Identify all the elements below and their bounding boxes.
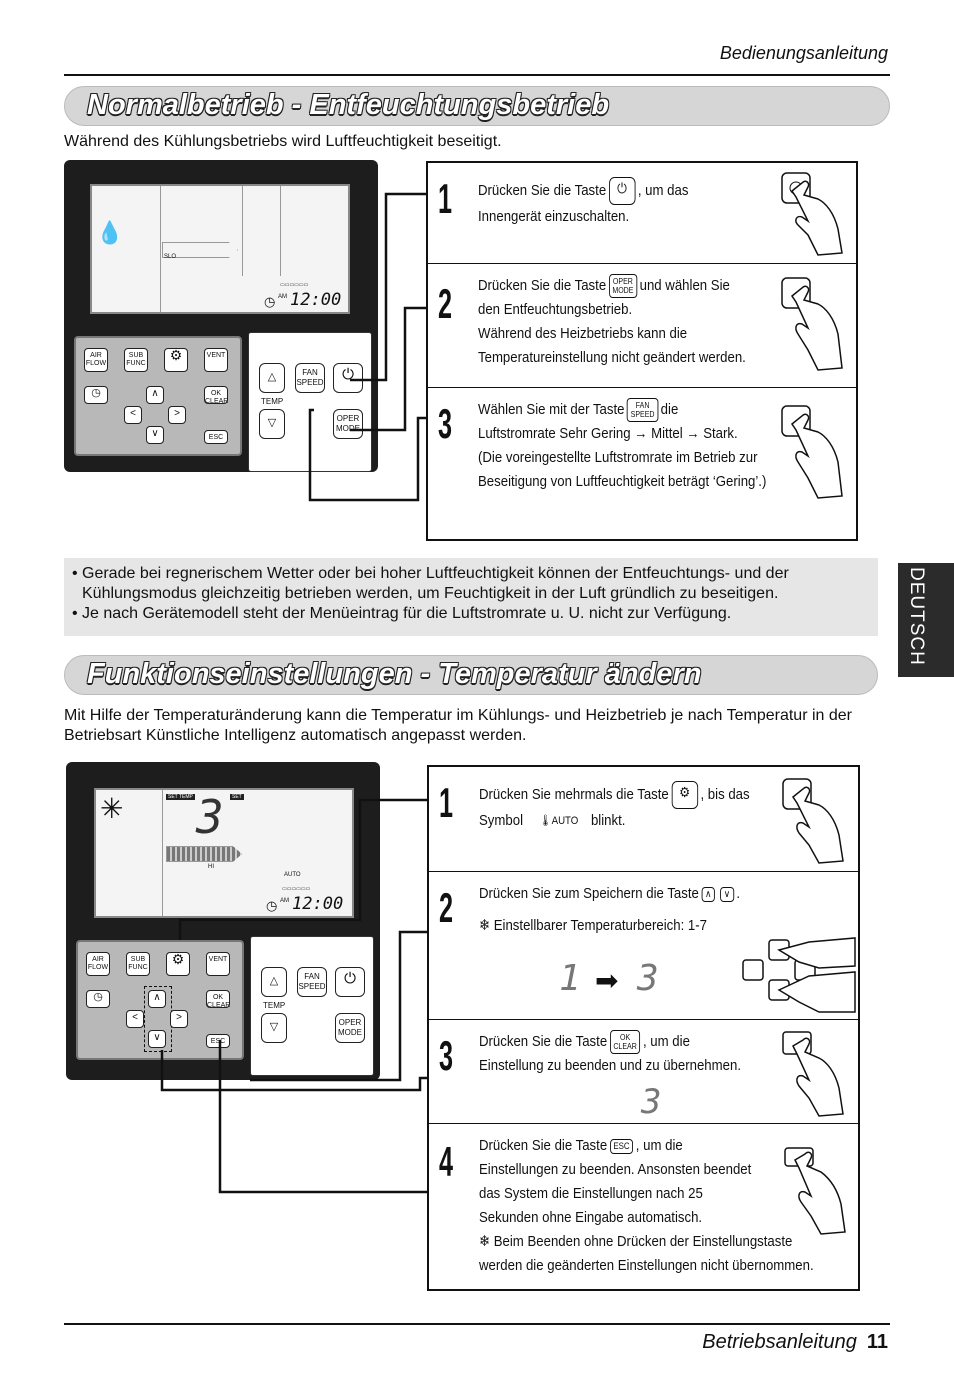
oper-mode-key-icon: OPER MODE — [609, 274, 637, 298]
arrow-right-icon: ➡ — [595, 965, 619, 996]
two-hands-arrow-keys-icon — [739, 932, 859, 1018]
droplet-icon: 💧 — [96, 220, 124, 245]
language-tab: DEUTSCH — [898, 563, 954, 677]
range-from-digit: 1 — [559, 958, 581, 999]
right-arrow-button[interactable]: > — [168, 406, 186, 424]
time-readout: 12:00 — [290, 290, 342, 310]
confirmed-value-digit: 3 — [641, 1082, 662, 1122]
sub-func-button[interactable]: SUB FUNC — [124, 348, 148, 372]
esc-button[interactable]: ESC — [204, 430, 228, 444]
gear-key-icon: ⚙ — [671, 781, 697, 809]
cooling-snowflake-icon: ✳ — [100, 793, 124, 824]
page-number: 11 — [866, 1331, 888, 1353]
lcd-display-2: ✳ SET TEMP SET 3 HI AUTO ▭▭▭▭▭▭ ◷ AM 12:00 — [94, 788, 354, 918]
pointing-hand-icon — [779, 1028, 849, 1120]
left-arrow-button[interactable]: < — [126, 1010, 144, 1028]
header-rule — [64, 74, 890, 76]
air-flow-button[interactable]: AIR FLOW — [86, 952, 110, 976]
up-key-icon: ∧ — [702, 887, 715, 902]
auto-mode-icon: AUTO — [284, 872, 301, 878]
down-arrow-button[interactable]: ∨ — [146, 426, 164, 444]
right-button-panel: △ TEMP ▽ FAN SPEED ⏻ OPER MODE — [248, 332, 372, 472]
step-3: 3 Wählen Sie mit der Taste FAN SPEED die Luftstromrate Sehr Gering → Mittel → Stark. (Die voreingestellte Luftstromrate im Betrieb zur Beseitigung von Luftfeuchtigkeit beträgt ‘Gering’.) — [428, 387, 856, 541]
footer-title: Betriebsanleitung — [702, 1331, 857, 1353]
note-bullet-1: Gerade bei regnerischem Wetter oder bei hoher Luftfeuchtigkeit können der Entfeuchtungs- und der Kühlungsmodus gleichzeitig betrieben werden, um Feuchtigkeit in der Luft gründlich zu beseitigen. — [82, 565, 789, 602]
temp-down-button[interactable]: ▽ — [259, 409, 285, 439]
up-arrow-button[interactable]: ∧ — [146, 386, 164, 404]
timer-button[interactable]: ◷ — [86, 990, 110, 1008]
step-1: 1 Drücken Sie die Taste ⏻ , um das Innengerät einzuschalten. — [428, 163, 856, 263]
time-readout-2: 12:00 — [292, 894, 344, 914]
note-box: • Gerade bei regnerischem Wetter oder bei hoher Luftfeuchtigkeit können der Entfeuchtungs- und der Kühlungsmodus gleichzeitig betrieben werden, um Feuchtigkeit in der Luft gründlich zu beseitigen. • Je nach Gerätemodell steht der Menüeintrag für die Luftstromrate u. U. nicht zur Verfügung. — [64, 558, 878, 636]
air-flow-button[interactable]: AIR FLOW — [84, 348, 108, 372]
step-2: 2 Drücken Sie die Taste OPER MODE und wählen Sie den Entfeuchtungsbetrieb. Während des Heizbetriebs kann die Temperatureinstellung nicht geändert werden. — [428, 263, 856, 387]
left-arrow-button[interactable]: < — [124, 406, 142, 424]
footer — [702, 1331, 888, 1354]
settings-gear-button[interactable]: ⚙ — [166, 952, 190, 976]
step-2: 2 Drücken Sie zum Speichern die Taste ∧ ∨ . ❄ Einstellbarer Temperaturbereich: 1-7 1 ➡ 3 — [429, 871, 858, 1019]
temp-up-button[interactable]: △ — [259, 363, 285, 393]
esc-button[interactable]: ESC — [206, 1034, 230, 1048]
down-arrow-button[interactable]: ∨ — [148, 1030, 166, 1048]
ok-clear-button[interactable]: OK CLEAR — [206, 990, 230, 1008]
clock-icon: ◷ — [264, 294, 276, 309]
right-button-panel-2: △ TEMP ▽ FAN SPEED ⏻ OPER MODE — [250, 936, 374, 1076]
fan-speed-label: SLO — [164, 254, 177, 260]
fan-speed-key-icon: FAN SPEED — [627, 398, 658, 422]
power-button[interactable]: ⏻ — [335, 967, 365, 997]
note-bullet-2: Je nach Gerätemodell steht der Menüeintrag für die Luftstromrate u. U. nicht zur Verfügung. — [82, 605, 732, 622]
section1-intro: Während des Kühlungsbetriebs wird Luftfeuchtigkeit beseitigt. — [64, 133, 502, 150]
oper-mode-button[interactable]: OPER MODE — [333, 409, 363, 439]
section2-banner — [64, 655, 878, 695]
range-to-digit: 3 — [637, 958, 659, 999]
right-arrow-button[interactable]: > — [170, 1010, 188, 1028]
temp-down-button[interactable]: ▽ — [261, 1013, 287, 1043]
pointing-hand-icon — [778, 274, 848, 374]
step-4: 4 Drücken Sie die Taste ESC , um die Einstellungen zu beenden. Ansonsten beendet das System die Einstellungen nach 25 Sekunden ohne Eingabe automatisch. ❄ Beim Beenden ohne Drücken der Einstellungstaste werden die geänderten Einstellungen nicht übernommen. — [429, 1123, 858, 1289]
section1-steps — [426, 161, 858, 541]
step-3: 3 Drücken Sie die Taste OK CLEAR , um die Einstellung zu beenden und zu übernehmen. 3 — [429, 1019, 858, 1123]
sub-func-button[interactable]: SUB FUNC — [126, 952, 150, 976]
power-key-icon: ⏻ — [609, 177, 635, 205]
footer-rule — [64, 1323, 890, 1325]
down-key-icon: ∨ — [720, 887, 733, 902]
pointing-hand-icon — [778, 402, 848, 502]
oper-mode-button[interactable]: OPER MODE — [335, 1013, 365, 1043]
fan-speed-button[interactable]: FAN SPEED — [295, 363, 325, 393]
connector-lines — [300, 180, 430, 510]
fan-speed-button[interactable]: FAN SPEED — [297, 967, 327, 997]
section2-intro: Mit Hilfe der Temperaturänderung kann die Temperatur im Kühlungs- und Heizbetrieb je nach Temperatur in der Betriebsart Künstliche Intelligenz automatisch angepasst werden. — [64, 707, 852, 744]
vent-button[interactable]: VENT — [204, 348, 228, 372]
pointing-hand-icon — [781, 1144, 851, 1238]
temp-up-button[interactable]: △ — [261, 967, 287, 997]
section1-banner — [64, 86, 890, 126]
esc-key-icon: ESC — [610, 1139, 633, 1154]
settings-gear-button[interactable]: ⚙ — [164, 348, 188, 372]
connector-lines-2 — [150, 790, 430, 1200]
ok-clear-button[interactable]: OK CLEAR — [204, 386, 228, 404]
thermometer-auto-icon: 🌡AUTO — [537, 815, 581, 828]
ok-clear-key-icon: OK CLEAR — [610, 1030, 641, 1054]
section2-title: Funktionseinstellungen - Temperatur ändern — [87, 658, 702, 690]
lcd-display: 💧 SLO ▭▭▭▭▭▭ ◷ AM 12:00 — [90, 184, 350, 314]
timer-button[interactable]: ◷ — [84, 386, 108, 404]
up-arrow-button[interactable]: ∧ — [148, 990, 166, 1008]
pointing-hand-icon — [779, 775, 849, 867]
header-title: Bedienungsanleitung — [719, 43, 888, 63]
step-1: 1 Drücken Sie mehrmals die Taste ⚙ , bis das Symbol 🌡AUTO blinkt. — [429, 767, 858, 871]
power-button[interactable]: ⏻ — [333, 363, 363, 393]
clock-icon: ◷ — [266, 898, 278, 913]
pointing-hand-icon — [778, 169, 848, 259]
section1-title: Normalbetrieb - Entfeuchtungsbetrieb — [87, 89, 610, 121]
vent-button[interactable]: VENT — [206, 952, 230, 976]
set-temp-digit: 3 — [196, 790, 224, 844]
button-panel — [74, 336, 242, 456]
section2-steps — [427, 765, 860, 1291]
